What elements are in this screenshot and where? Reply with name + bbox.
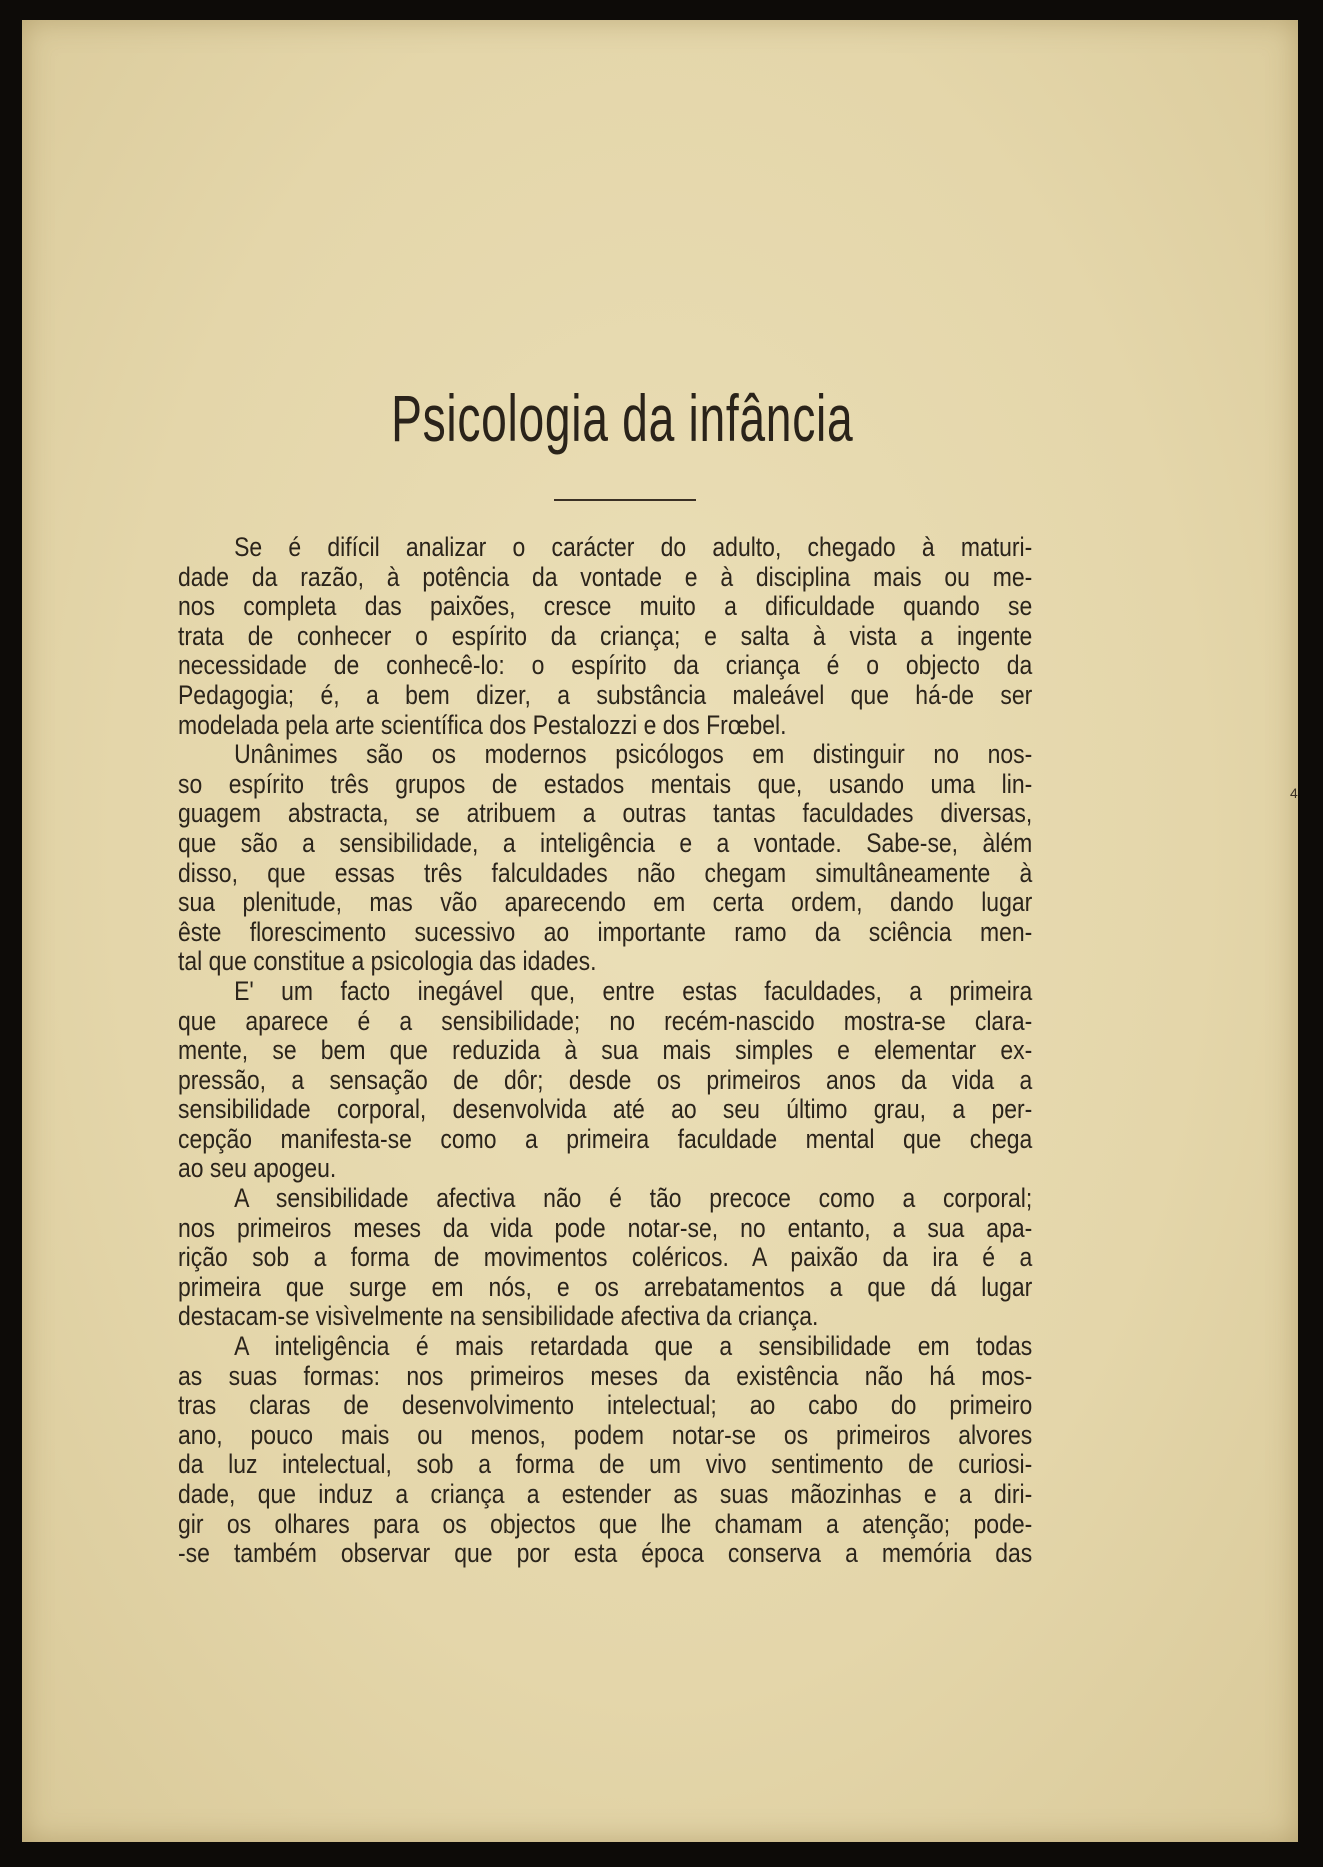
text-line: disso, que essas três falculdades não chegam simultâneamente à (178, 857, 1033, 888)
text-line: so espírito três grupos de estados mentais que, usando uma lin- (178, 768, 1033, 799)
text-line: rição sob a forma de movimentos coléricos. A paixão da ira é a (178, 1242, 1033, 1273)
text-line: dade, que induz a criança a estender as suas mãozinhas e a diri- (178, 1479, 1033, 1509)
body-text (178, 533, 1032, 1569)
text-line: nos completa das paixões, cresce muito a dificuldade quando se (178, 591, 1033, 622)
page-title-wrap (22, 380, 1222, 456)
text-line: A sensibilidade afectiva não é tão precoce como a corporal; (234, 1183, 1033, 1214)
text-line: sua plenitude, mas vão aparecendo em certa ordem, dando lugar (178, 887, 1033, 918)
text-line: destacam-se visìvelmente na sensibilidade afectiva da criança. (178, 1301, 819, 1332)
text-line: dade da razão, à potência da vontade e à disciplina mais ou me- (178, 561, 1033, 592)
paragraph (178, 533, 1032, 740)
text-line: que aparece é a sensibilidade; no recém-nascido mostra-se clara- (178, 1005, 1033, 1036)
text-line: mente, se bem que reduzida à sua mais simples e elementar ex- (178, 1035, 1033, 1066)
title-divider (554, 499, 696, 501)
paragraph (178, 740, 1032, 977)
text-line: A inteligência é mais retardada que a sensibilidade em todas (234, 1331, 1033, 1362)
text-line: modelada pela arte scientífica dos Pestalozzi e dos Frœbel. (178, 709, 787, 740)
text-line: ao seu apogeu. (178, 1153, 337, 1184)
text-line: Unânimes são os modernos psicólogos em distinguir no nos- (234, 739, 1033, 770)
text-line: guagem abstracta, se atribuem a outras tantas faculdades diversas, (178, 798, 1033, 829)
text-line: gir os olhares para os objectos que lhe chamam a atenção; pode- (178, 1508, 1033, 1539)
text-line: necessidade de conhecê-lo: o espírito da criança é o objecto da (178, 650, 1033, 681)
text-line: da luz intelectual, sob a forma de um vivo sentimento de curiosi- (178, 1449, 1033, 1480)
text-line: Se é difícil analizar o carácter do adulto, chegado à maturi- (234, 532, 1033, 562)
paragraph (178, 1332, 1032, 1569)
text-line: sensibilidade corporal, desenvolvida até ao seu último grau, a per- (178, 1094, 1033, 1125)
text-line: trata de conhecer o espírito da criança; e salta à vista a ingente (178, 620, 1033, 651)
text-line: êste florescimento sucessivo ao importante ramo da sciência men- (178, 916, 1033, 947)
text-line: ano, pouco mais ou menos, podem notar-se os primeiros alvores (178, 1419, 1033, 1450)
text-line: cepção manifesta-se como a primeira faculdade mental que chega (178, 1123, 1033, 1154)
page-title: Psicologia da infância (390, 381, 854, 455)
paragraph (178, 977, 1032, 1184)
text-line: tal que constitue a psicologia das idades. (178, 946, 597, 977)
text-line: tras claras de desenvolvimento intelectual; ao cabo do primeiro (178, 1390, 1033, 1421)
text-line: que são a sensibilidade, a inteligência e a vontade. Sabe-se, àlém (178, 827, 1033, 858)
text-line: nos primeiros meses da vida pode notar-se, no entanto, a sua apa- (178, 1212, 1033, 1243)
text-line: E' um facto inegável que, entre estas faculdades, a primeira (234, 975, 1033, 1006)
text-line: primeira que surge em nós, e os arrebatamentos a que dá lugar (178, 1271, 1033, 1302)
paragraph (178, 1184, 1032, 1332)
margin-mark: 4 (1290, 785, 1298, 801)
text-line: Pedagogia; é, a bem dizer, a substância maleável que há-de ser (178, 679, 1033, 710)
text-line: pressão, a sensação de dôr; desde os primeiros anos da vida a (178, 1064, 1033, 1095)
text-line: -se também observar que por esta época conserva a memória das (178, 1538, 1033, 1569)
text-line: as suas formas: nos primeiros meses da existência não há mos- (178, 1360, 1033, 1391)
